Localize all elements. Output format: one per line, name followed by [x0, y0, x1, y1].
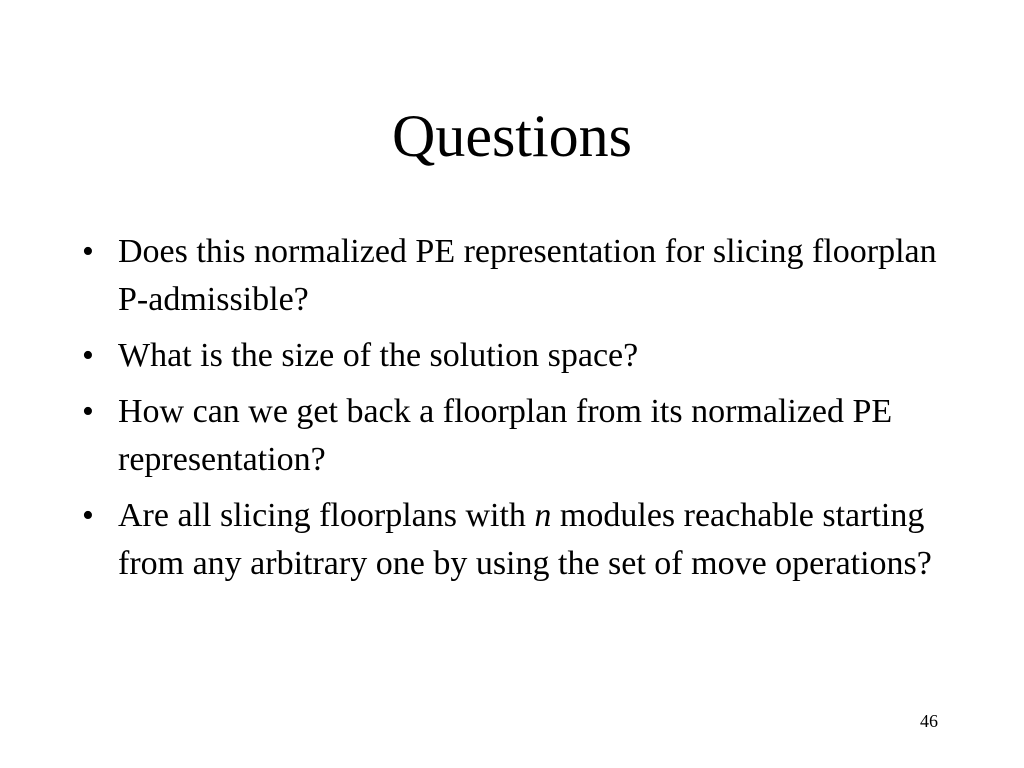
bullet-icon: •	[82, 393, 94, 430]
bullet-text-before: Are all slicing floorplans with	[118, 497, 535, 534]
bullet-icon: •	[82, 233, 94, 270]
bullet-icon: •	[82, 337, 94, 374]
bullet-icon: •	[82, 497, 94, 534]
bullet-item-floorplan-recovery	[82, 388, 962, 484]
bullet-item-reachability	[82, 492, 962, 588]
slide-title: Questions	[392, 103, 632, 169]
bullet-text: How can we get back a floorplan from its normalized PE representation?	[118, 393, 893, 478]
italic-variable-n: n	[534, 497, 552, 534]
bullet-text: Does this normalized PE representation for slicing floorplan P-admissible?	[118, 233, 937, 318]
bullet-text-after: modules reachable starting from any arbitrary one by using the set of move operations?	[118, 497, 932, 582]
bullet-item-pe-admissible	[82, 228, 962, 324]
bullet-list	[82, 228, 962, 596]
bullet-item-solution-space	[82, 332, 962, 380]
bullet-text: What is the size of the solution space?	[118, 337, 639, 374]
page-number: 46	[920, 711, 938, 731]
bullet-text	[118, 497, 932, 582]
